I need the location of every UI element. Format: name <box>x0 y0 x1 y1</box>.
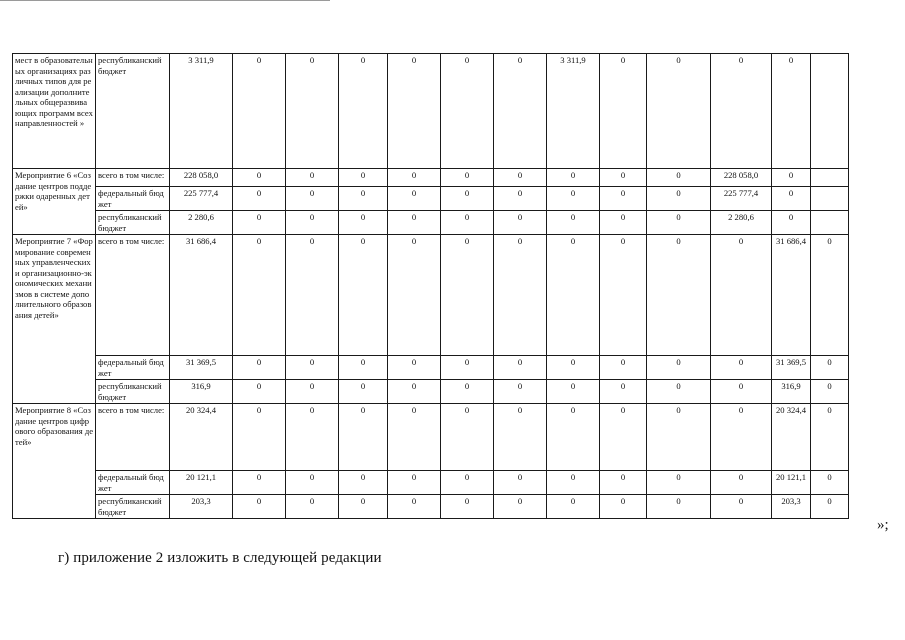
value-cell: 0 <box>339 54 388 169</box>
value-cell: 0 <box>441 356 494 380</box>
value-cell: 0 <box>711 380 772 404</box>
value-cell: 0 <box>441 169 494 187</box>
value-cell: 0 <box>286 235 339 356</box>
value-cell: 0 <box>339 211 388 235</box>
value-cell: 0 <box>600 404 647 471</box>
value-cell: 0 <box>233 356 286 380</box>
value-cell: 0 <box>494 187 547 211</box>
budget-table <box>12 53 849 519</box>
value-cell: 0 <box>233 404 286 471</box>
value-cell: 0 <box>339 404 388 471</box>
value-cell: 0 <box>388 471 441 495</box>
value-cell <box>811 211 849 235</box>
funding-source-cell: республиканский бюджет <box>96 380 170 404</box>
value-cell <box>811 187 849 211</box>
value-cell: 0 <box>647 235 711 356</box>
value-cell: 0 <box>286 187 339 211</box>
value-cell: 0 <box>339 187 388 211</box>
value-cell: 0 <box>339 235 388 356</box>
value-cell: 0 <box>600 495 647 519</box>
value-cell: 316,9 <box>772 380 811 404</box>
value-cell: 0 <box>388 356 441 380</box>
funding-source-cell: всего в том числе: <box>96 169 170 187</box>
value-cell: 0 <box>388 235 441 356</box>
value-cell: 0 <box>711 235 772 356</box>
value-cell: 2 280,6 <box>170 211 233 235</box>
value-cell: 0 <box>494 54 547 169</box>
value-cell: 0 <box>600 235 647 356</box>
funding-source-cell: республиканский бюджет <box>96 211 170 235</box>
value-cell: 0 <box>286 380 339 404</box>
value-cell: 316,9 <box>170 380 233 404</box>
value-cell: 20 121,1 <box>772 471 811 495</box>
value-cell: 0 <box>547 471 600 495</box>
activity-name-cell: Мероприятие 7 «Формирование современных управленческих и организационно-экономических механизмов в системе дополнительного образования детей» <box>13 235 96 404</box>
value-cell: 0 <box>711 356 772 380</box>
value-cell: 0 <box>286 211 339 235</box>
value-cell: 0 <box>772 211 811 235</box>
value-cell: 0 <box>339 380 388 404</box>
value-cell: 0 <box>339 356 388 380</box>
value-cell: 0 <box>441 404 494 471</box>
value-cell: 0 <box>547 495 600 519</box>
value-cell <box>811 54 849 169</box>
closing-quote: »; <box>877 517 889 533</box>
value-cell: 0 <box>711 404 772 471</box>
value-cell: 0 <box>772 54 811 169</box>
table-row <box>13 54 849 169</box>
value-cell: 0 <box>286 471 339 495</box>
table-row <box>13 380 849 404</box>
value-cell: 20 324,4 <box>772 404 811 471</box>
value-cell: 0 <box>547 169 600 187</box>
value-cell: 0 <box>647 169 711 187</box>
table-row <box>13 404 849 471</box>
value-cell: 0 <box>441 54 494 169</box>
value-cell: 0 <box>388 211 441 235</box>
value-cell: 31 686,4 <box>170 235 233 356</box>
value-cell: 0 <box>233 211 286 235</box>
value-cell: 31 686,4 <box>772 235 811 356</box>
value-cell: 0 <box>286 495 339 519</box>
table-row <box>13 471 849 495</box>
value-cell: 0 <box>233 187 286 211</box>
value-cell: 0 <box>811 356 849 380</box>
funding-source-cell: всего в том числе: <box>96 235 170 356</box>
value-cell: 0 <box>811 380 849 404</box>
value-cell: 0 <box>600 54 647 169</box>
value-cell: 0 <box>494 380 547 404</box>
funding-source-cell: всего в том числе: <box>96 404 170 471</box>
value-cell: 0 <box>233 495 286 519</box>
value-cell: 0 <box>388 187 441 211</box>
funding-source-cell: республиканский бюджет <box>96 54 170 169</box>
value-cell: 0 <box>547 380 600 404</box>
table-row <box>13 211 849 235</box>
value-cell: 0 <box>286 54 339 169</box>
value-cell: 0 <box>441 495 494 519</box>
value-cell: 0 <box>547 235 600 356</box>
value-cell: 203,3 <box>170 495 233 519</box>
value-cell: 0 <box>233 471 286 495</box>
value-cell: 0 <box>441 471 494 495</box>
value-cell: 0 <box>388 404 441 471</box>
value-cell: 0 <box>647 54 711 169</box>
value-cell: 0 <box>388 54 441 169</box>
activity-name-cell: Мероприятие 8 «Создание центров цифрового образования детей» <box>13 404 96 519</box>
value-cell <box>811 169 849 187</box>
value-cell: 0 <box>811 404 849 471</box>
value-cell: 0 <box>233 54 286 169</box>
value-cell: 0 <box>339 471 388 495</box>
value-cell: 225 777,4 <box>711 187 772 211</box>
value-cell: 0 <box>441 235 494 356</box>
value-cell: 0 <box>772 187 811 211</box>
value-cell: 228 058,0 <box>170 169 233 187</box>
value-cell: 0 <box>233 380 286 404</box>
value-cell: 0 <box>811 235 849 356</box>
value-cell: 0 <box>647 211 711 235</box>
value-cell: 0 <box>233 235 286 356</box>
value-cell: 0 <box>286 356 339 380</box>
value-cell: 0 <box>547 187 600 211</box>
page-top-rule <box>0 0 330 1</box>
value-cell: 0 <box>711 471 772 495</box>
value-cell: 0 <box>388 495 441 519</box>
value-cell: 20 121,1 <box>170 471 233 495</box>
value-cell: 0 <box>388 169 441 187</box>
value-cell: 31 369,5 <box>170 356 233 380</box>
value-cell: 0 <box>647 495 711 519</box>
value-cell: 0 <box>772 169 811 187</box>
funding-source-cell: республиканский бюджет <box>96 495 170 519</box>
value-cell: 0 <box>441 211 494 235</box>
value-cell: 3 311,9 <box>170 54 233 169</box>
value-cell: 0 <box>711 54 772 169</box>
value-cell: 0 <box>600 169 647 187</box>
value-cell: 20 324,4 <box>170 404 233 471</box>
value-cell: 203,3 <box>772 495 811 519</box>
value-cell: 0 <box>494 495 547 519</box>
value-cell: 0 <box>494 235 547 356</box>
value-cell: 0 <box>233 169 286 187</box>
value-cell: 0 <box>600 471 647 495</box>
value-cell: 0 <box>647 471 711 495</box>
value-cell: 2 280,6 <box>711 211 772 235</box>
value-cell: 0 <box>494 356 547 380</box>
value-cell: 0 <box>711 495 772 519</box>
value-cell: 0 <box>547 356 600 380</box>
value-cell: 0 <box>441 380 494 404</box>
value-cell: 0 <box>388 380 441 404</box>
value-cell: 0 <box>286 404 339 471</box>
value-cell: 228 058,0 <box>711 169 772 187</box>
value-cell: 0 <box>339 495 388 519</box>
table-row <box>13 169 849 187</box>
value-cell: 0 <box>600 211 647 235</box>
activity-name-cell: мест в образовательных организациях различных типов для реализации дополнительных общеразвивающих программ всех направленностей » <box>13 54 96 169</box>
table-row <box>13 495 849 519</box>
table-row <box>13 187 849 211</box>
activity-name-cell: Мероприятие 6 «Создание центров поддержки одаренных детей» <box>13 169 96 235</box>
value-cell: 0 <box>547 404 600 471</box>
value-cell: 3 311,9 <box>547 54 600 169</box>
value-cell: 0 <box>494 169 547 187</box>
value-cell: 0 <box>494 211 547 235</box>
funding-source-cell: федеральный бюджет <box>96 356 170 380</box>
value-cell: 0 <box>647 404 711 471</box>
value-cell: 0 <box>441 187 494 211</box>
value-cell: 0 <box>600 187 647 211</box>
value-cell: 0 <box>647 187 711 211</box>
value-cell: 0 <box>811 495 849 519</box>
value-cell: 0 <box>339 169 388 187</box>
funding-source-cell: федеральный бюджет <box>96 187 170 211</box>
table-row <box>13 235 849 356</box>
value-cell: 0 <box>547 211 600 235</box>
instruction-text: г) приложение 2 изложить в следующей редакции <box>58 550 382 566</box>
value-cell: 0 <box>647 356 711 380</box>
value-cell: 0 <box>600 356 647 380</box>
value-cell: 31 369,5 <box>772 356 811 380</box>
value-cell: 0 <box>286 169 339 187</box>
value-cell: 0 <box>600 380 647 404</box>
funding-source-cell: федеральный бюджет <box>96 471 170 495</box>
table-row <box>13 356 849 380</box>
value-cell: 0 <box>494 404 547 471</box>
value-cell: 0 <box>494 471 547 495</box>
value-cell: 0 <box>811 471 849 495</box>
value-cell: 0 <box>647 380 711 404</box>
value-cell: 225 777,4 <box>170 187 233 211</box>
